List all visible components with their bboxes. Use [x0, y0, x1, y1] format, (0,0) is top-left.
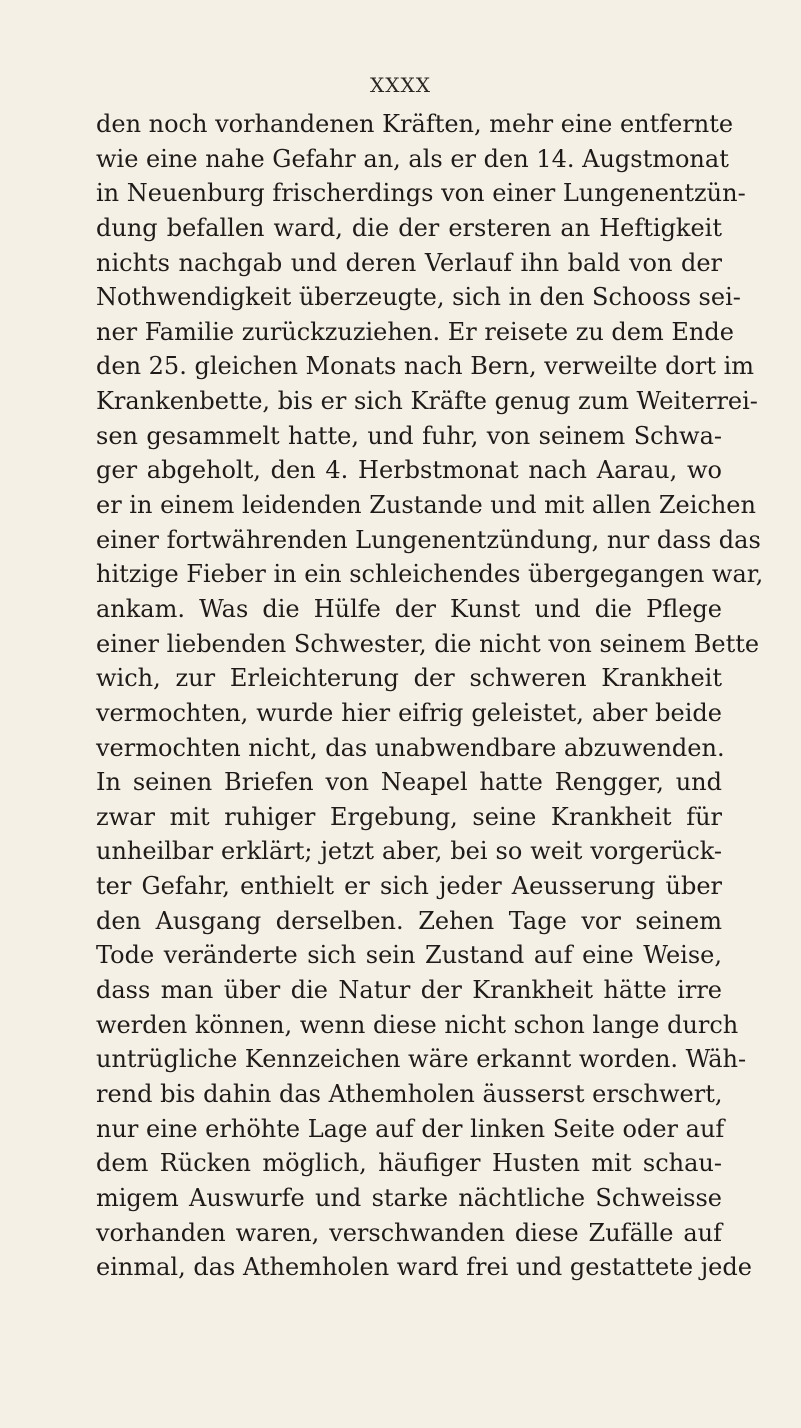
text-line: zwar mit ruhiger Ergebung, seine Krankheit für — [96, 802, 722, 831]
body-text — [96, 107, 764, 1285]
text-line: Krankenbette, bis er sich Kräfte genug zum Weiterrei- — [96, 387, 758, 416]
text-line: ter Gefahr, enthielt er sich jeder Aeusserung über — [96, 872, 722, 901]
text-line: er in einem leidenden Zustande und mit allen Zeichen — [96, 491, 756, 520]
text-line: den Ausgang derselben. Zehen Tage vor seinem — [96, 906, 722, 935]
text-line: dem Rücken möglich, häufiger Husten mit schau- — [96, 1149, 722, 1178]
text-line: hitzige Fieber in ein schleichendes übergegangen war, — [96, 560, 764, 589]
text-line: nichts nachgab und deren Verlauf ihn bald von der — [96, 248, 722, 277]
text-line: einer fortwährenden Lungenentzündung, nur dass das — [96, 525, 761, 554]
text-line: den 25. gleichen Monats nach Bern, verweilte dort im — [96, 352, 755, 381]
text-line: einer liebenden Schwester, die nicht von seinem Bette — [96, 629, 760, 658]
page-number: XXXX — [370, 73, 431, 97]
text-line: Tode veränderte sich sein Zustand auf eine Weise, — [96, 941, 722, 970]
text-line: unheilbar erklärt; jetzt aber, bei so weit vorgerück- — [96, 837, 722, 866]
text-line: nur eine erhöhte Lage auf der linken Seite oder auf — [96, 1114, 725, 1143]
text-line: untrügliche Kennzeichen wäre erkannt worden. Wäh- — [96, 1045, 747, 1074]
text-line: dung befallen ward, die der ersteren an Heftigkeit — [96, 213, 722, 242]
text-line: wie eine nahe Gefahr an, als er den 14. Augstmonat — [96, 144, 729, 173]
text-line: ankam. Was die Hülfe der Kunst und die Pflege — [96, 594, 722, 623]
text-line: Nothwendigkeit überzeugte, sich in den Schooss sei- — [96, 283, 741, 312]
text-line: sen gesammelt hatte, und fuhr, von seinem Schwa- — [96, 421, 722, 450]
text-line: werden können, wenn diese nicht schon lange durch — [96, 1010, 739, 1039]
text-line: vorhanden waren, verschwanden diese Zufälle auf — [96, 1218, 722, 1247]
text-line: migem Auswurfe und starke nächtliche Schweisse — [96, 1183, 722, 1212]
text-line: In seinen Briefen von Neapel hatte Rengger, und — [96, 768, 722, 797]
text-line: vermochten, wurde hier eifrig geleistet, aber beide — [96, 698, 722, 727]
text-line: wich, zur Erleichterung der schweren Krankheit — [96, 664, 722, 693]
text-line: rend bis dahin das Athemholen äusserst erschwert, — [96, 1079, 723, 1108]
text-line: dass man über die Natur der Krankheit hätte irre — [96, 976, 722, 1005]
text-line: vermochten nicht, das unabwendbare abzuwenden. — [96, 733, 725, 762]
text-line: ner Familie zurückzuziehen. Er reisete zu dem Ende — [96, 317, 734, 346]
text-line: einmal, das Athemholen ward frei und gestattete jede — [96, 1253, 752, 1282]
text-line: ger abgeholt, den 4. Herbstmonat nach Aarau, wo — [96, 456, 722, 485]
text-line: den noch vorhandenen Kräften, mehr eine entfernte — [96, 110, 734, 138]
text-line: in Neuenburg frischerdings von einer Lungenentzün- — [96, 179, 746, 208]
